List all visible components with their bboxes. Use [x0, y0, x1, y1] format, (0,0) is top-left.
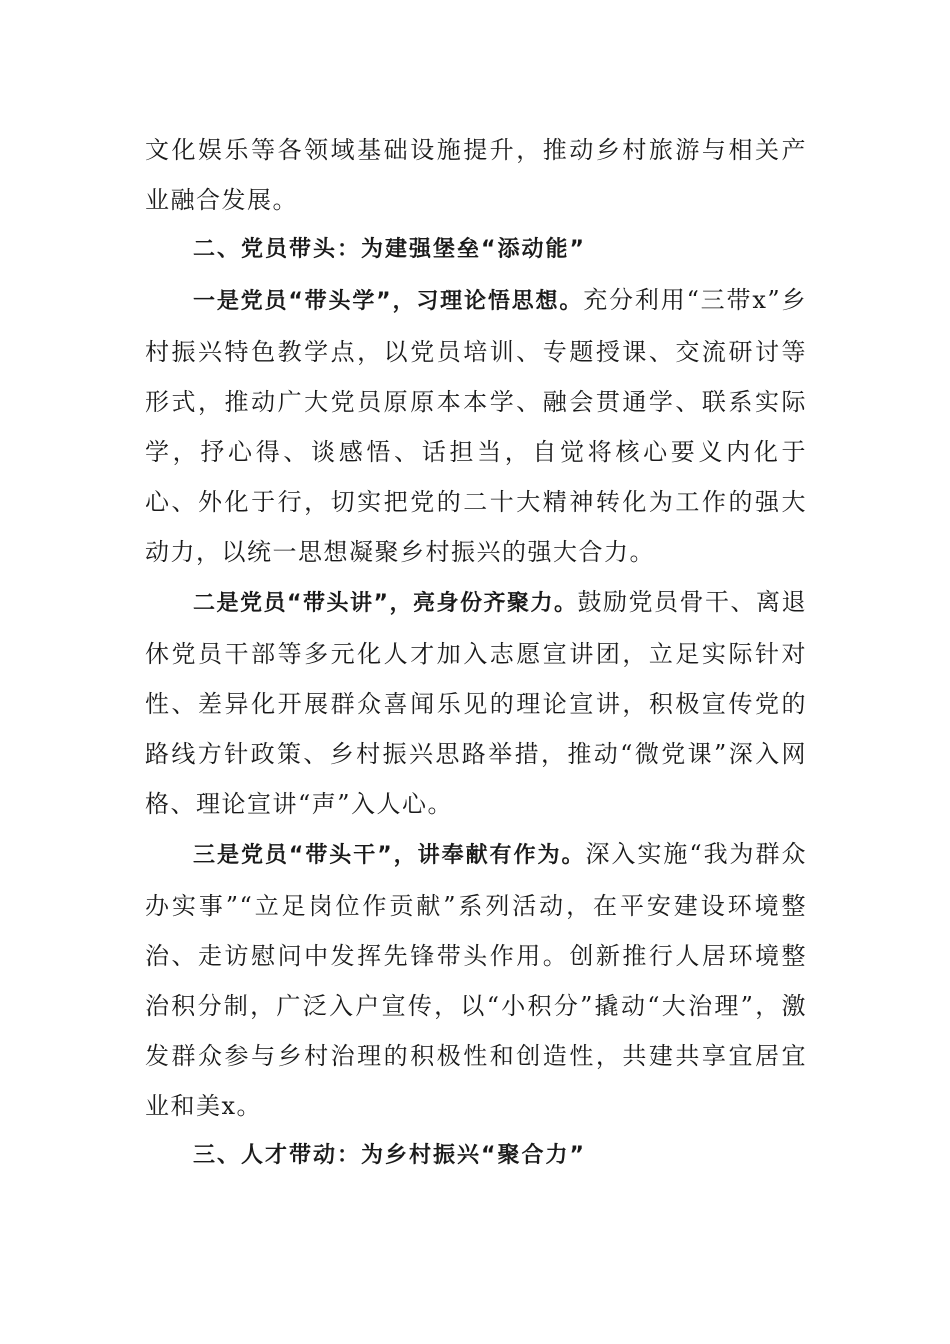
item-2-lead: 二是党员“带头讲”，亮身份齐聚力。 [193, 591, 578, 616]
item-1-lead: 一是党员“带头学”，习理论悟思想。 [193, 289, 584, 314]
intro-paragraph: 文化娱乐等各领域基础设施提升，推动乡村旅游与相关产业融合发展。 [145, 136, 807, 214]
document-body [145, 125, 807, 1181]
item-3-body: 深入实施“我为群众办实事”“立足岗位作贡献”系列活动，在平安建设环境整治、走访慰问中发挥先锋带头作用。创新推行人居环境整治积分制，广泛入户宣传，以“小积分”撬动“大治理”，激发群众参与乡村治理的积极性和创造性，共建共享宜居宜业和美x。 [145, 840, 807, 1120]
item-2-body: 鼓励党员骨干、离退休党员干部等多元化人才加入志愿宣讲团，立足实际针对性、差异化开展群众喜闻乐见的理论宣讲，积极宣传党的路线方针政策、乡村振兴思路举措，推动“微党课”深入网格、理论宣讲“声”入人心。 [145, 588, 808, 818]
item-3-lead: 三是党员“带头干”，讲奉献有作为。 [193, 843, 586, 868]
paragraph-item-1 [145, 275, 807, 577]
paragraph-item-2 [145, 577, 807, 829]
item-1-body: 充分利用“三带x”乡村振兴特色教学点，以党员培训、专题授课、交流研讨等形式，推动广大党员原原本本学、融会贯通学、联系实际学，抒心得、谈感悟、话担当，自觉将核心要义内化于心、外化于行，切实把党的二十大精神转化为工作的强大动力，以统一思想凝聚乡村振兴的强大合力。 [145, 286, 807, 566]
section-heading-3: 三、人才带动：为乡村振兴“聚合力” [193, 1143, 586, 1168]
section-heading-2: 二、党员带头：为建强堡垒“添动能” [193, 237, 586, 262]
paragraph-item-3 [145, 829, 807, 1131]
